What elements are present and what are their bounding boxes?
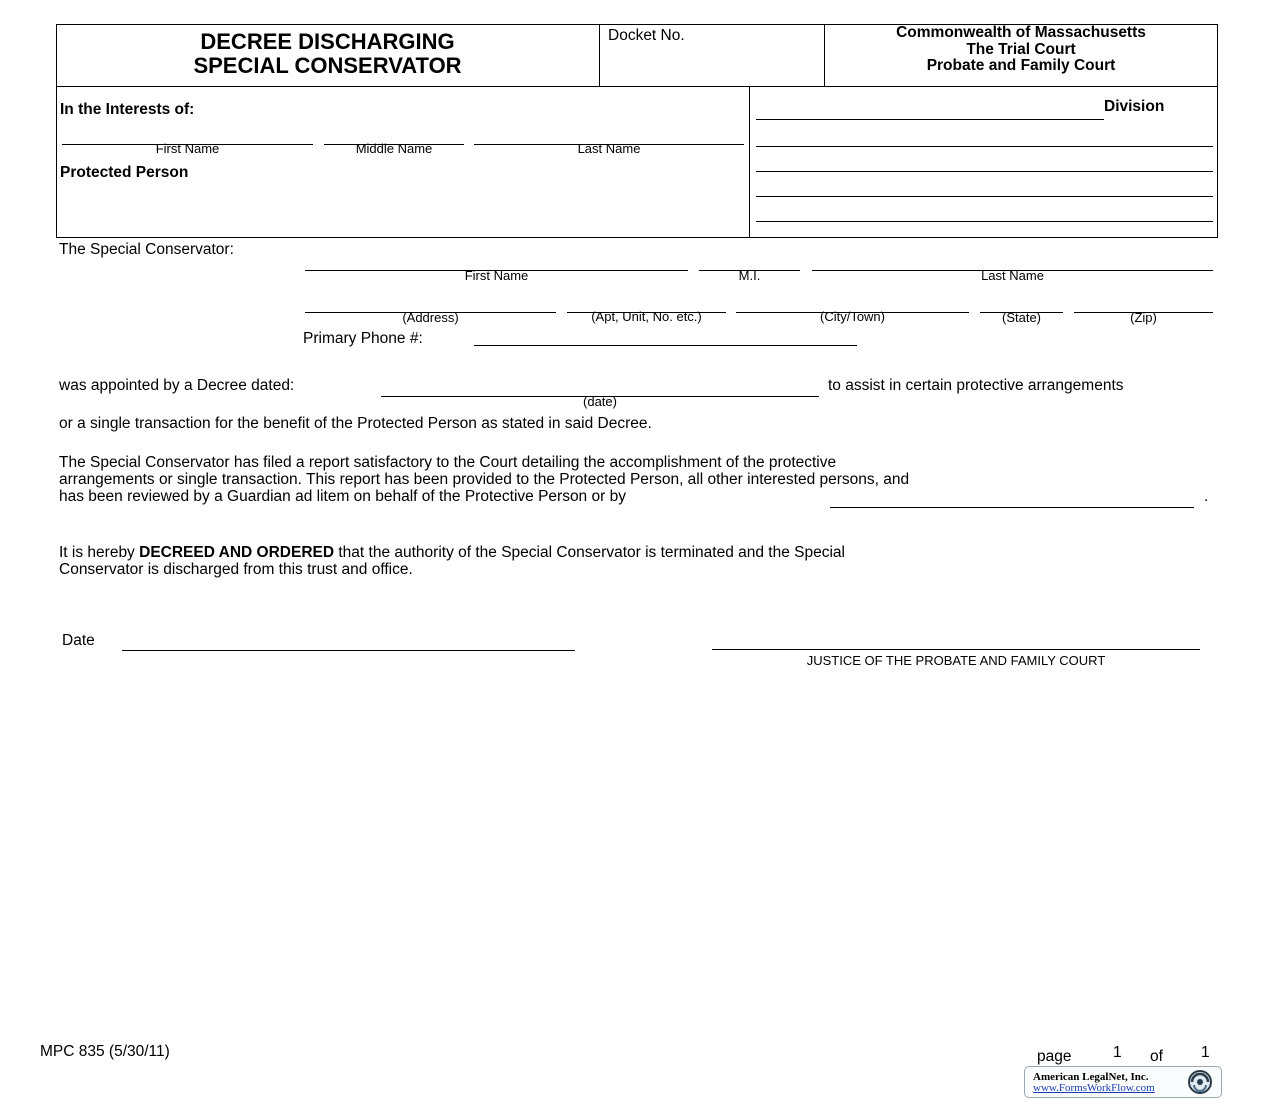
sc-state-field[interactable] [980, 293, 1063, 311]
signature-date-field[interactable] [122, 631, 575, 649]
header-divider-1 [599, 24, 600, 87]
page-total: 1 [1201, 1044, 1210, 1061]
reviewer-field[interactable] [830, 488, 1194, 506]
decree-bold: DECREED AND ORDERED [139, 544, 335, 561]
sc-apt-caption: (Apt, Unit, No. etc.) [591, 309, 702, 324]
court-heading [824, 25, 1218, 75]
decree-date-caption: (date) [583, 394, 617, 409]
court-line-commonwealth: Commonwealth of Massachusetts [896, 24, 1146, 41]
decree-suffix: that the authority of the Special Conservator is terminated and the Special [334, 544, 845, 561]
phone-label: Primary Phone #: [303, 330, 423, 347]
signature-date-line [122, 650, 575, 651]
sc-state-caption: (State) [1001, 310, 1041, 325]
conservator-label: The Special Conservator: [59, 241, 234, 258]
division-field[interactable] [756, 100, 1104, 118]
division-label: Division [1104, 98, 1165, 115]
division-address-line-2 [756, 171, 1213, 172]
sc-last-name-caption: Last Name [981, 268, 1044, 283]
sc-zip-caption: (Zip) [1130, 310, 1157, 325]
decree-prefix: It is hereby [59, 544, 140, 561]
sc-mi-field[interactable] [699, 251, 800, 269]
appointed-suffix: to assist in certain protective arrangements [828, 377, 1124, 394]
interests-label: In the Interests of: [60, 101, 195, 118]
justice-signature-line [712, 649, 1200, 650]
report-period: . [1204, 488, 1209, 505]
division-line [756, 119, 1104, 120]
sc-last-name-field[interactable] [812, 251, 1213, 269]
docket-label: Docket No. [608, 27, 685, 44]
pp-first-name-caption: First Name [155, 141, 220, 156]
division-address-line-4 [756, 221, 1213, 222]
page-number: 1 [1113, 1044, 1122, 1061]
logo-globe-icon [1183, 1068, 1217, 1096]
division-address-line-3 [756, 196, 1213, 197]
logo-url: www.FormsWorkFlow.com [1033, 1082, 1155, 1094]
justice-signature-field[interactable] [712, 630, 1200, 648]
justice-caption: JUSTICE OF THE PROBATE AND FAMILY COURT [806, 653, 1106, 668]
appointed-prefix: was appointed by a Decree dated: [59, 377, 295, 394]
forms-workflow-logo[interactable] [1024, 1066, 1222, 1098]
sc-first-name-field[interactable] [305, 251, 688, 269]
division-address-line-1 [756, 146, 1213, 147]
pp-middle-name-caption: Middle Name [355, 141, 433, 156]
decree-line-2: Conservator is discharged from this trust and office. [59, 561, 413, 578]
sc-city-caption: (City/Town) [819, 309, 885, 324]
decree-date-field[interactable] [381, 377, 819, 395]
pp-last-name-caption: Last Name [577, 141, 641, 156]
report-line-3: has been reviewed by a Guardian ad litem on behalf of the Protective Person or by [59, 488, 626, 505]
sc-address-field[interactable] [305, 293, 556, 311]
sc-zip-field[interactable] [1074, 293, 1213, 311]
form-title-line2: SPECIAL CONSERVATOR [193, 53, 462, 78]
sc-first-name-caption: First Name [464, 268, 529, 283]
report-line-1: The Special Conservator has filed a report satisfactory to the Court detailing the accomplishment of the protective [59, 454, 837, 471]
logo-company: American LegalNet, Inc. [1033, 1071, 1149, 1083]
interests-divider [749, 87, 750, 238]
reviewer-line [830, 507, 1194, 508]
of-label: of [1150, 1048, 1163, 1065]
form-id: MPC 835 (5/30/11) [40, 1043, 170, 1060]
date-label: Date [62, 632, 95, 649]
report-line-2: arrangements or single transaction. This report has been provided to the Protected Person, all other interested persons, and [59, 471, 910, 488]
form-title-line1: DECREE DISCHARGING [200, 29, 455, 54]
page-label: page [1037, 1048, 1072, 1065]
protected-person-label: Protected Person [60, 164, 189, 181]
form-title [56, 30, 599, 78]
sc-mi-caption: M.I. [738, 268, 761, 283]
single-transaction-text: or a single transaction for the benefit of the Protected Person as stated in said Decree. [59, 415, 652, 432]
sc-address-caption: (Address) [402, 310, 459, 325]
decree-line-1 [59, 544, 845, 561]
court-line-trial-court: The Trial Court [966, 40, 1076, 58]
court-line-probate: Probate and Family Court [926, 57, 1116, 74]
phone-field[interactable] [474, 326, 857, 344]
phone-line [474, 345, 857, 346]
docket-number-field[interactable] [608, 50, 818, 80]
